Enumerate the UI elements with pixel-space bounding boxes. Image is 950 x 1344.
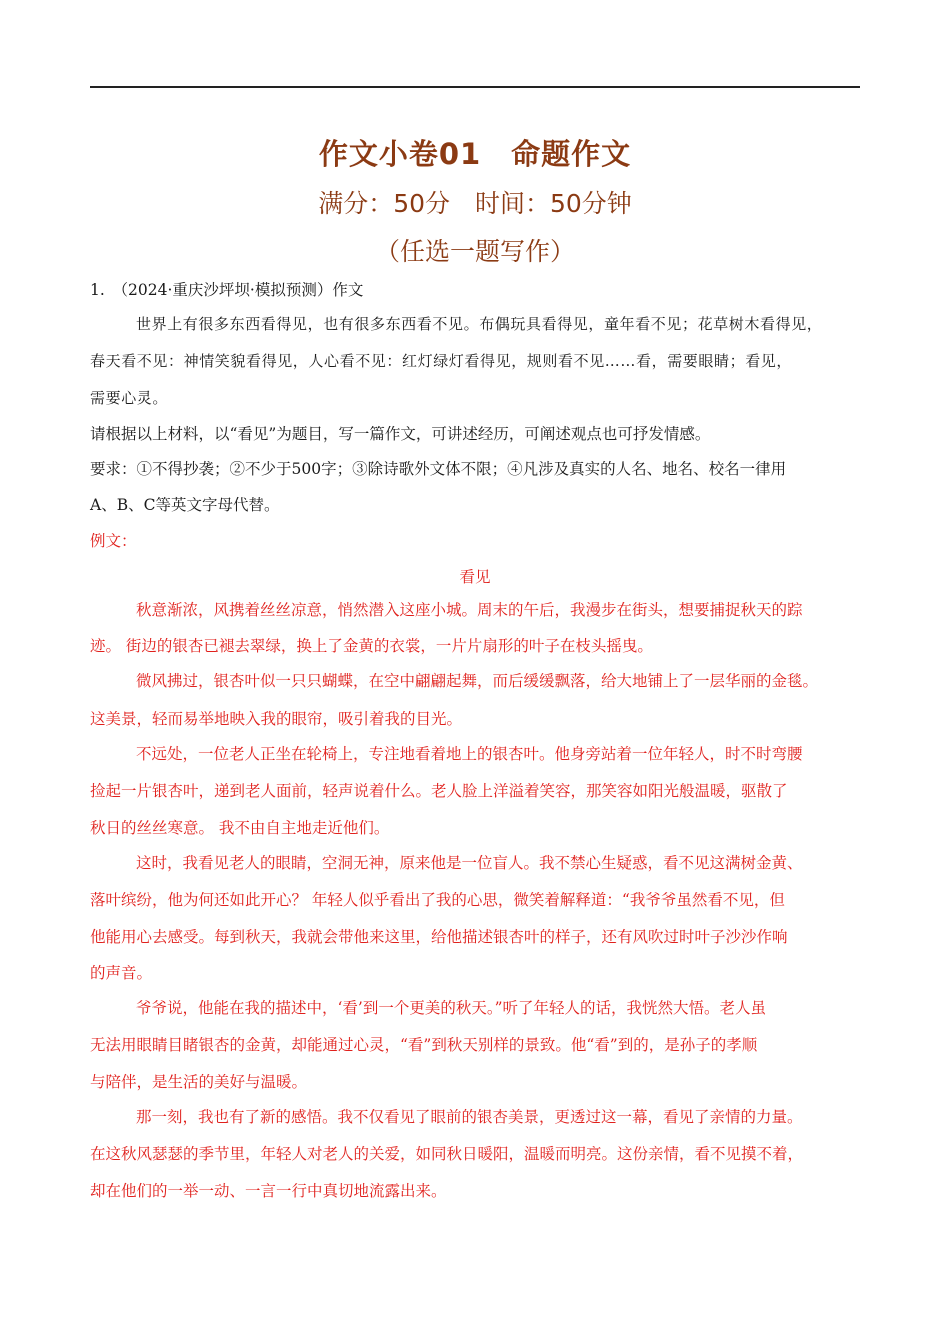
top-rule <box>90 86 860 88</box>
essay-line: 在这秋风瑟瑟的季节里，年轻人对老人的关爱，如同秋日暖阳，温暖而明亮。这份亲情，看不见摸不着， <box>90 1145 804 1163</box>
essay-line: 秋日的丝丝寒意。 我不由自主地走近他们。 <box>90 819 390 837</box>
page-title: 作文小卷01 命题作文 <box>318 137 632 171</box>
material-line: 需要心灵。 <box>90 389 169 407</box>
choice-note: （任选一题写作） <box>374 237 575 266</box>
essay-line: 微风拂过，银杏叶似一只只蝴蝶，在空中翩翩起舞，而后缓缓飘落，给大地铺上了一层华丽的金毯。 <box>136 672 819 690</box>
essay-line: 他能用心去感受。每到秋天，我就会带他来这里，给他描述银杏叶的样子，还有风吹过时叶子沙沙作响 <box>90 928 788 946</box>
example-title: 看见 <box>459 568 491 586</box>
essay-line: 迹。 街边的银杏已褪去翠绿，换上了金黄的衣裳，一片片扇形的叶子在枝头摇曳。 <box>90 637 653 655</box>
essay-line: 那一刻，我也有了新的感悟。我不仅看见了眼前的银杏美景，更透过这一幕，看见了亲情的力量。 <box>136 1108 803 1126</box>
essay-line: 落叶缤纷，他为何还如此开心？ 年轻人似乎看出了我的心思，微笑着解释道：“我爷爷虽然看不见，但 <box>90 891 785 909</box>
essay-line: 爷爷说，他能在我的描述中，‘看’到一个更美的秋天。”听了年轻人的话，我恍然大悟。老人虽 <box>136 999 767 1017</box>
essay-line: 捡起一片银杏叶，递到老人面前，轻声说着什么。老人脸上洋溢着笑容，那笑容如阳光般温暖，驱散了 <box>90 782 788 800</box>
requirements-line: 要求：①不得抄袭；②不少于500字；③除诗歌外文体不限；④凡涉及真实的人名、地名、校名一律用 <box>90 460 787 478</box>
essay-line: 无法用眼睛目睹银杏的金黄，却能通过心灵，“看”到秋天别样的景致。他“看”到的，是孙子的孝顺 <box>90 1036 758 1054</box>
essay-line: 却在他们的一举一动、一言一行中真切地流露出来。 <box>90 1182 447 1200</box>
essay-line: 这时，我看见老人的眼睛，空洞无神，原来他是一位盲人。我不禁心生疑惑，看不见这满树金黄、 <box>136 854 803 872</box>
essay-line: 的声音。 <box>90 964 153 982</box>
material-line: 世界上有很多东西看得见，也有很多东西看不见。布偶玩具看得见，童年看不见；花草树木看得见， <box>136 315 823 333</box>
score-time: 满分：50分 时间：50分钟 <box>318 189 632 218</box>
essay-line: 秋意渐浓，风携着丝丝凉意，悄然潜入这座小城。周末的午后，我漫步在街头，想要捕捉秋天的踪 <box>136 601 803 619</box>
question-heading: 1. （2024·重庆沙坪坝·模拟预测）作文 <box>90 281 364 299</box>
material-line: 春天看不见：神情笑貌看得见，人心看不见：红灯绿灯看得见，规则看不见……看，需要眼睛；看见， <box>90 352 793 370</box>
essay-line: 与陪伴，是生活的美好与温暖。 <box>90 1073 308 1091</box>
instruction: 请根据以上材料，以“看见”为题目，写一篇作文，可讲述经历，可阐述观点也可抒发情感。 <box>90 425 711 443</box>
requirements-line: A、B、C等英文字母代替。 <box>90 496 280 514</box>
example-label: 例文： <box>90 532 137 550</box>
essay-line: 这美景，轻而易举地映入我的眼帘，吸引着我的目光。 <box>90 710 463 728</box>
essay-line: 不远处，一位老人正坐在轮椅上，专注地看着地上的银杏叶。他身旁站着一位年轻人，时不时弯腰 <box>136 745 803 763</box>
